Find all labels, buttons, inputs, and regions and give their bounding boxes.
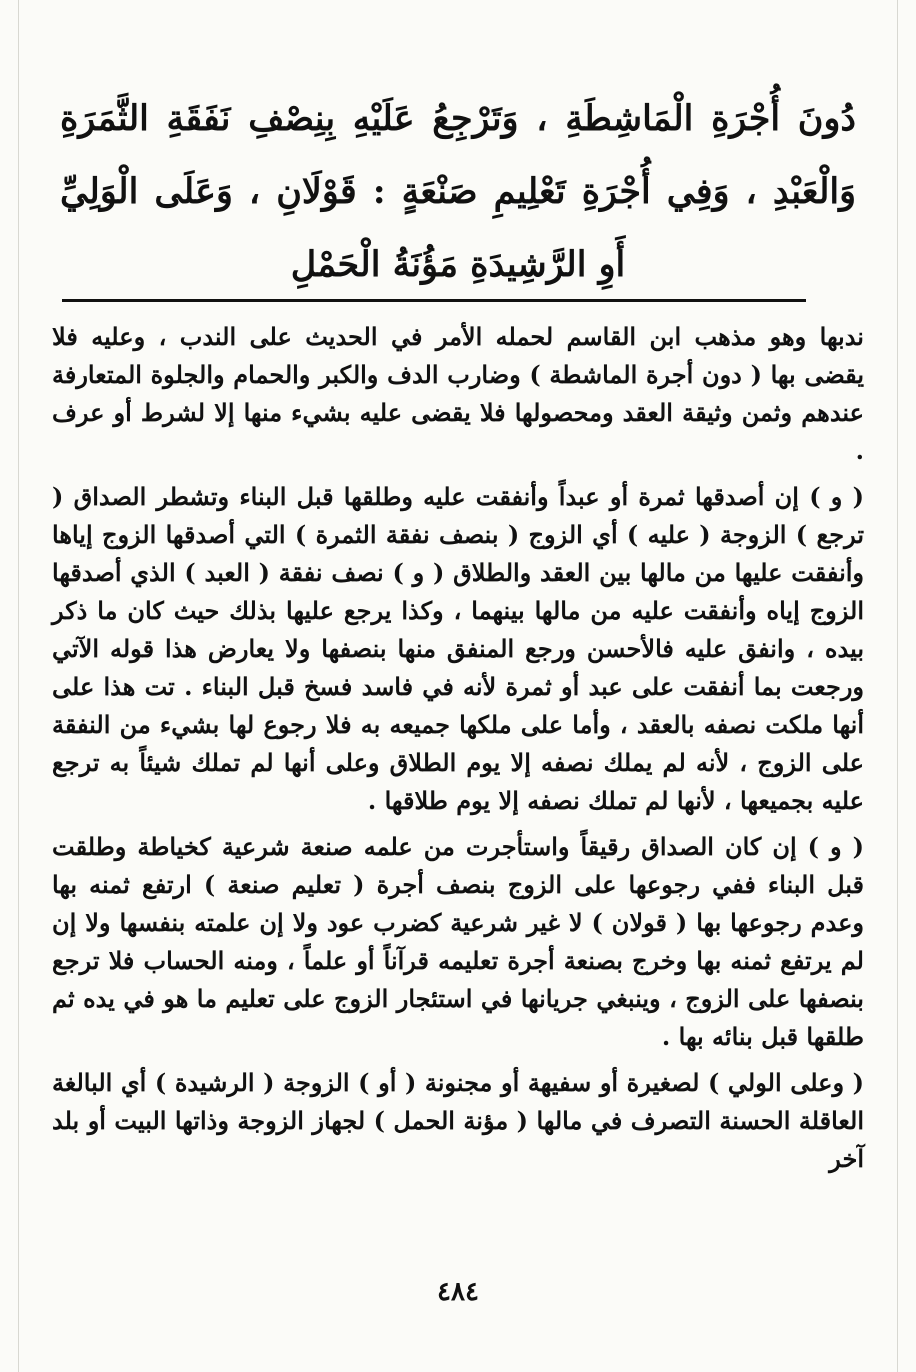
main-text-block: دُونَ أُجْرَةِ الْمَاشِطَةِ ، وَتَرْجِعُ عَلَيْهِ بِنِصْفِ نَفَقَةِ الثَّمَرَةِ وَالْعَبْدِ ، وَفِي أُجْرَةِ تَعْلِيمِ صَنْعَةٍ : قَوْلَانِ ، وَعَلَى الْوَلِيِّ أَوِ الرَّشِيدَةِ مَؤُنَةُ الْحَمْلِ	[60, 98, 856, 285]
page-edge-line-right	[897, 0, 898, 1372]
commentary-paragraph: ( و ) إن أصدقها ثمرة أو عبداً وأنفقت عليه وطلقها قبل البناء وتشطر الصداق ( ترجع ) الزوجة ( عليه ) أي الزوج ( بنصف نفقة الثمرة ) التي أصدقها الزوج إياها وأنفقت عليها من مالها بين العقد والطلاق ( و ) نصف نفقة ( العبد ) الذي أصدقها الزوج إياه وأنفقت عليه من مالها بينهما ، وكذا يرجع عليها بذلك حيث كان ما ذكر بيده ، وانفق عليه فالأحسن ورجع المنفق منها بنصفها ولا يعارض هذا قوله الآتي ورجعت بما أنفقت على عبد أو ثمرة لأنه في فاسد فسخ قبل البناء . تت هذا على أنها ملكت نصفه بالعقد ، وأما على ملكها جميعه به فلا رجوع لها بشيء من النفقة على الزوج ، لأنه لم يملك نصفه إلا يوم الطلاق وعلى أنها لم تملك شيئاً به ترجع عليه بجميعها ، لأنها لم تملك نصفه إلا يوم طلاقها .	[52, 482, 864, 815]
commentary-paragraph: ( وعلى الولي ) لصغيرة أو سفيهة أو مجنونة ( أو ) الزوجة ( الرشيدة ) أي البالغة العاقلة الحسنة التصرف في مالها ( مؤنة الحمل ) لجهاز الزوجة وذاتها البيت أو بلد آخر	[52, 1068, 864, 1173]
commentary-block	[52, 318, 864, 1186]
commentary-paragraph: ( و ) إن كان الصداق رقيقاً واستأجرت من علمه صنعة شرعية كخياطة وطلقت قبل البناء ففي رجوعها على الزوج بنصف أجرة ( تعليم صنعة ) ارتفع ثمنه بها وعدم رجوعها بها ( قولان ) لا غير شرعية كضرب عود ولا إن علمته بنفسها ولا إن لم يرتفع ثمنه بها وخرج بصنعة أجرة تعليمه قرآناً أو علماً ، ومنه الحساب فلا ترجع بنصفها على الزوج ، وينبغي جريانها في استئجار الزوج على تعليم ما هو في يده ثم طلقها قبل بنائه بها .	[52, 832, 864, 1051]
page-number: ٤٨٤	[437, 1277, 479, 1307]
commentary-paragraph: ندبها وهو مذهب ابن القاسم لحمله الأمر في الحديث على الندب ، وعليه فلا يقضى بها ( دون أجرة الماشطة ) وضارب الدف والكبر والحمام والجلوة المتعارفة عندهم وثمن وثيقة العقد ومحصولها فلا يقضى عليه بشيء منها إلا لشرط أو عرف .	[52, 322, 864, 465]
page-edge-line-left	[18, 0, 19, 1372]
section-divider	[62, 299, 806, 302]
